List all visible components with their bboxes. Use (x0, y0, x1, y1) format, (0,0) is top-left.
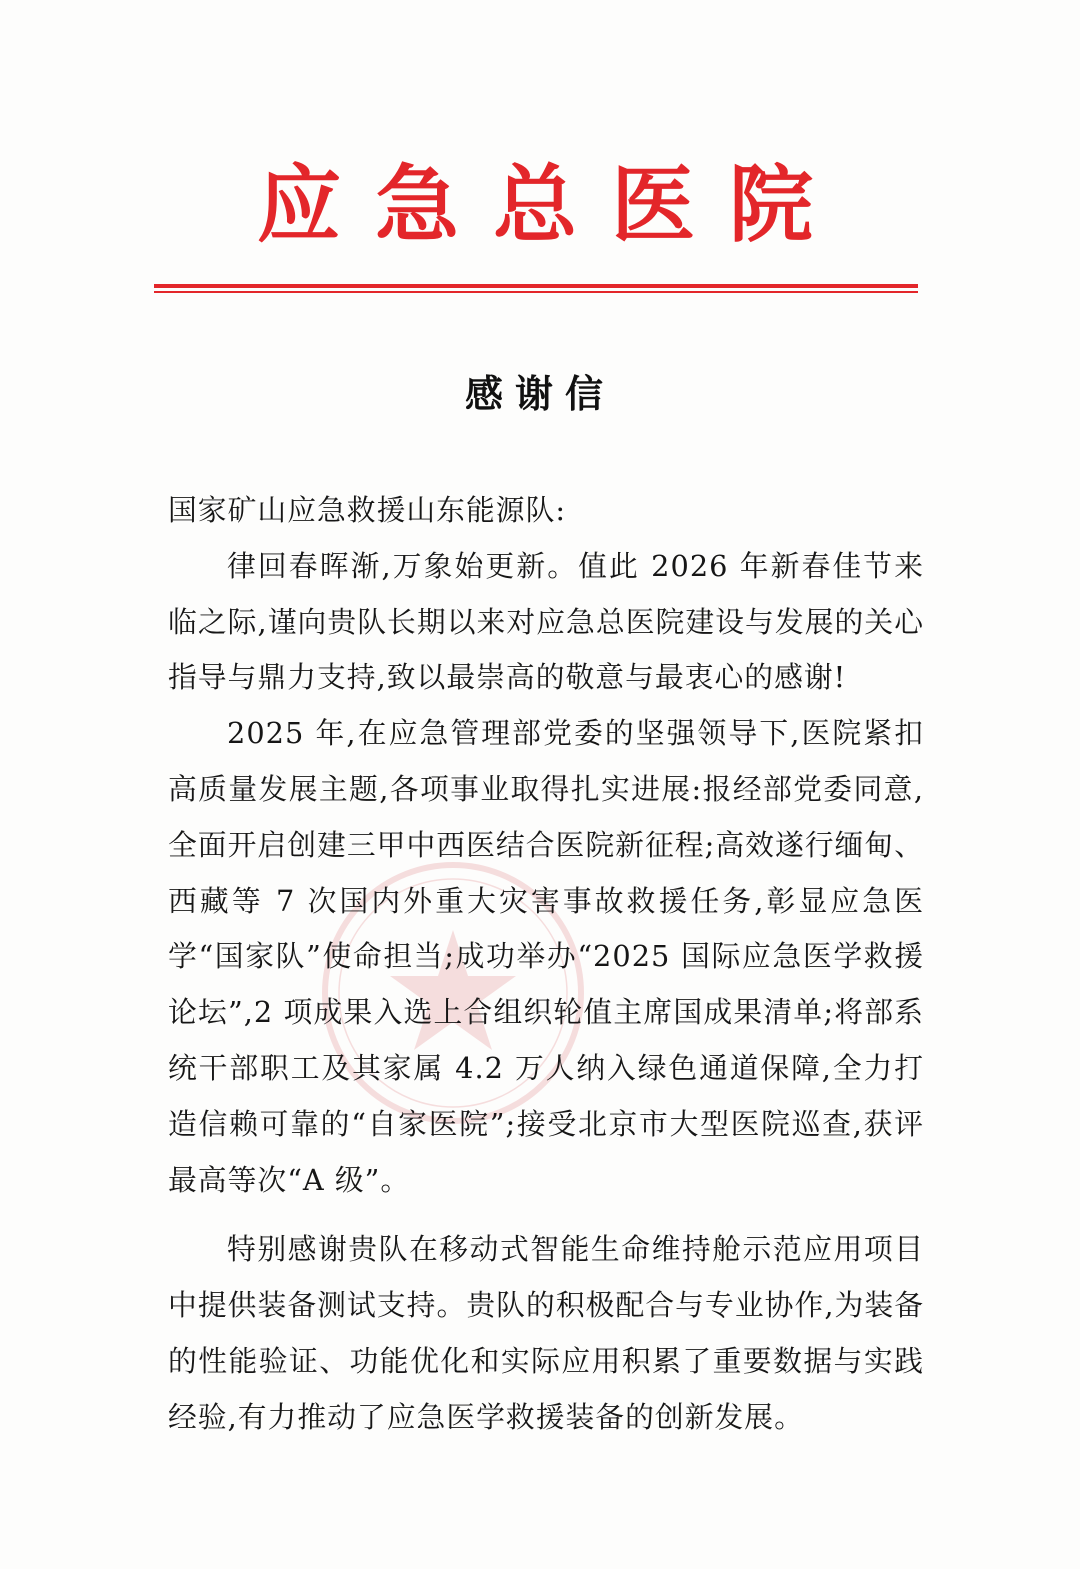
letter-paragraph: 2025 年,在应急管理部党委的坚强领导下,医院紧扣高质量发展主题,各项事业取得扎实进展:报经部党委同意,全面开启创建三甲中西医结合医院新征程;高效遂行缅甸、西藏等 7 次国内外重大灾害事故救援任务,彰显应急医学“国家队”使命担当;成功举办“2025 国际应急医学救援论坛”,2 项成果入选上合组织轮值主席国成果清单;将部系统干部职工及其家属 4.2 万人纳入绿色通道保障,全力打造信赖可靠的“自家医院”;接受北京市大型医院巡查,获评最高等次“A 级”。 (168, 716, 924, 1197)
letter-title: 感谢信 (464, 372, 615, 416)
letter-salutation: 国家矿山应急救援山东能源队: (168, 493, 567, 527)
letterhead-red-rule-thick (154, 284, 918, 288)
letterhead-organization-name: 应急总医院 (256, 155, 847, 254)
letter-paragraph: 特别感谢贵队在移动式智能生命维持舱示范应用项目中提供装备测试支持。贵队的积极配合与专业协作,为装备的性能验证、功能优化和实际应用积累了重要数据与实践经验,有力推动了应急医学救援装备的创新发展。 (168, 1232, 924, 1434)
letterhead-red-rule-thin (154, 291, 918, 293)
letter-paragraph: 律回春晖渐,万象始更新。值此 2026 年新春佳节来临之际,谨向贵队长期以来对应急总医院建设与发展的关心指导与鼎力支持,致以最崇高的敬意与最衷心的感谢! (168, 548, 924, 695)
letter-body (168, 483, 924, 1446)
